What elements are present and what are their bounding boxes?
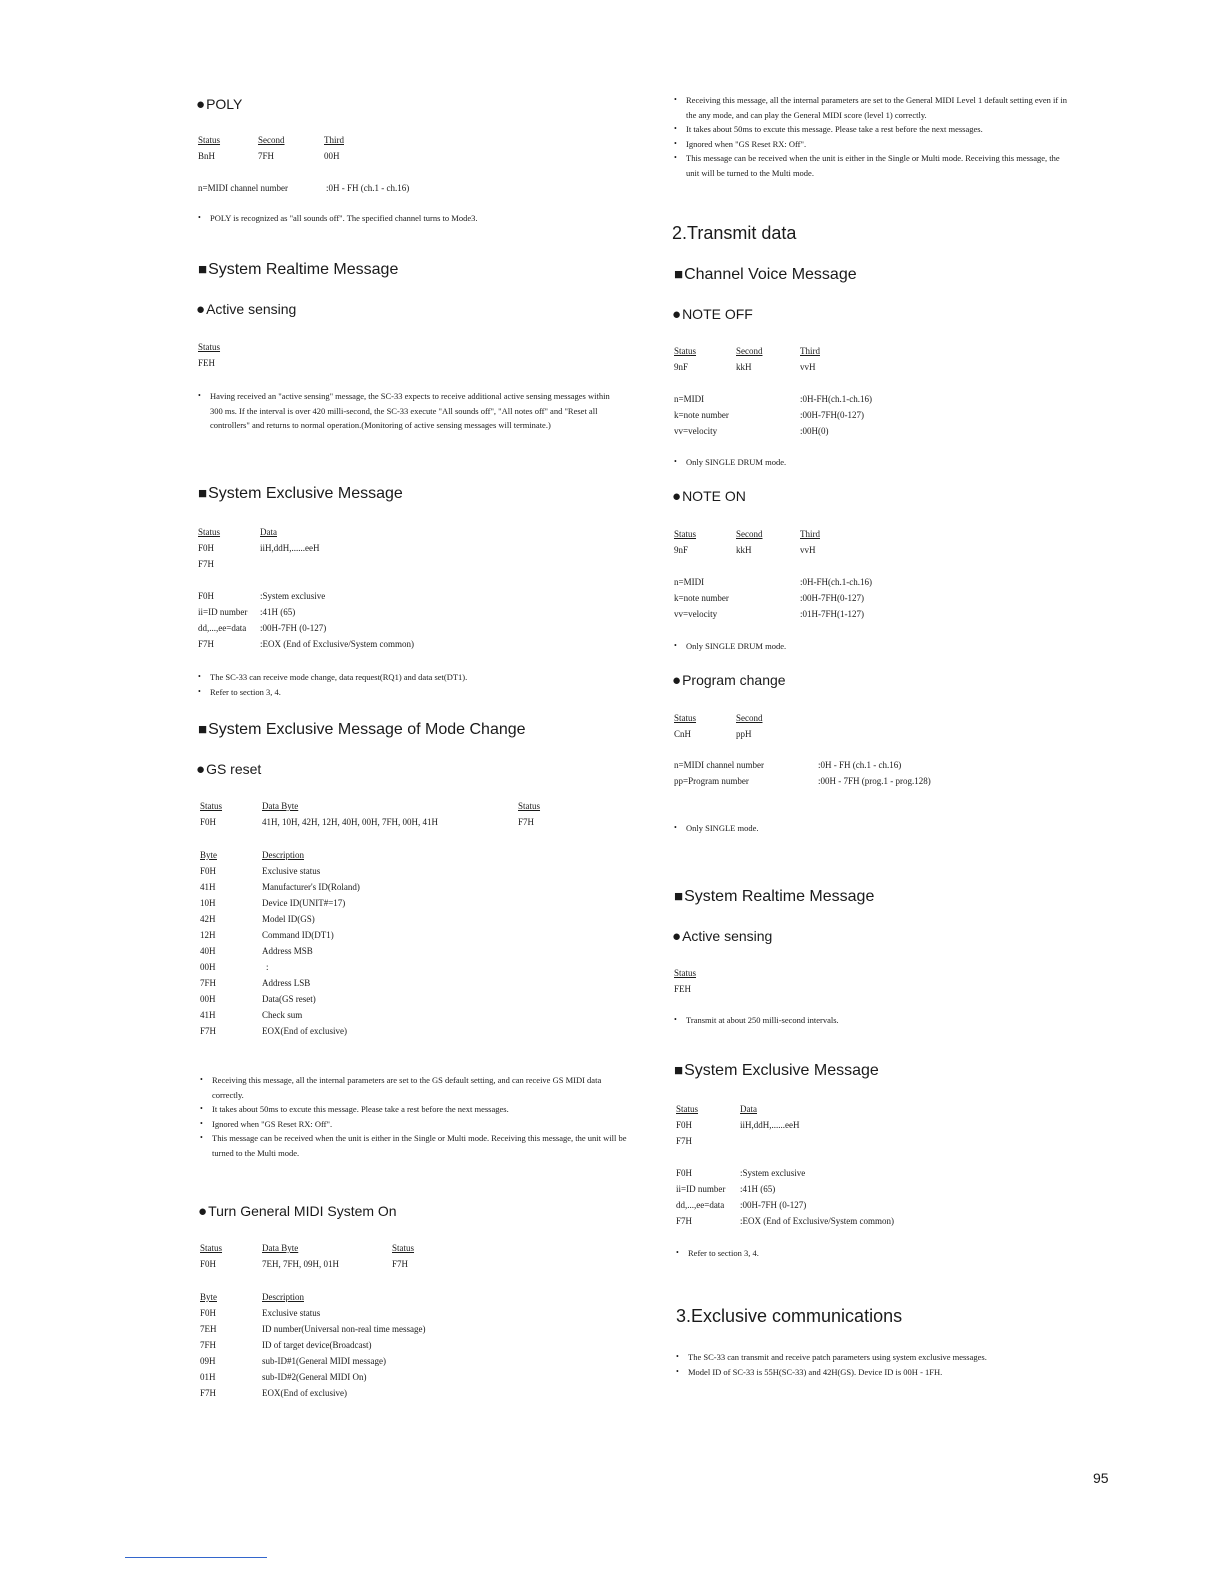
page-number: 95 bbox=[1093, 1470, 1109, 1486]
bullet-dot-icon: ● bbox=[196, 96, 206, 113]
square-bullet-icon: ■ bbox=[674, 266, 684, 283]
gs-reset-heading: ●GS reset bbox=[196, 761, 262, 778]
square-bullet-icon: ■ bbox=[674, 888, 684, 905]
sys-realtime-heading: ■System Realtime Message bbox=[198, 261, 399, 278]
bullet-dot-icon: ● bbox=[196, 761, 206, 778]
active-sensing-heading: ●Active sensing bbox=[196, 301, 297, 318]
square-bullet-icon: ■ bbox=[198, 261, 208, 278]
poly-note: • POLY is recognized as "all sounds off". The specified channel turns to Mode3. bbox=[198, 211, 618, 226]
program-change-heading: ●Program change bbox=[672, 672, 786, 689]
gm-on-bytes: Byte Description F0H Exclusive status 7EH ID number(Universal non-real time message) 7FH ID of target device(Broadcast) 09H sub-ID#1(General MIDI message) 01H sub-ID#2(General MIDI On) F7H EOX(End of exclusive) bbox=[200, 1292, 426, 1398]
transmit-heading: 2.Transmit data bbox=[672, 223, 797, 243]
gs-reset-table: Status Data Byte Status F0H 41H, 10H, 42H, 12H, 40H, 00H, 7FH, 00H, 41H F7H bbox=[200, 801, 541, 827]
gs-reset-bytes: Byte Description F0H Exclusive status 41H Manufacturer's ID(Roland) 10H Device ID(UNIT#=17) 42H Model ID(GS) 12H Command ID(DT1) 40H Address MSB 00H : 7FH Address LSB 00H Data(GS reset) 41H Check sum F7H EOX(End of exclusive) bbox=[200, 850, 360, 1036]
mode-change-heading: ■System Exclusive Message of Mode Change bbox=[198, 721, 526, 738]
poly-notes bbox=[198, 211, 618, 226]
note-off-notes: • Only SINGLE DRUM mode. bbox=[674, 455, 1054, 470]
tx-realtime-notes: • Transmit at about 250 milli-second intervals. bbox=[674, 1013, 1054, 1028]
sysex-table: Status Data F0H iiH,ddH,......eeH F7H bbox=[198, 527, 320, 569]
note-on-table: Status Second Third 9nF kkH vvH bbox=[674, 529, 820, 555]
exclusive-heading: 3.Exclusive communications bbox=[676, 1306, 903, 1326]
realtime-status: Status FEH bbox=[198, 342, 221, 368]
note-on-heading: ●NOTE ON bbox=[672, 488, 746, 505]
bullet-dot-icon: ● bbox=[672, 306, 682, 323]
bullet-dot-icon: ● bbox=[196, 301, 206, 318]
bullet-dot-icon: ● bbox=[672, 488, 682, 505]
note-on-notes: • Only SINGLE DRUM mode. bbox=[674, 639, 1054, 654]
poly-defs: n=MIDI channel number :0H - FH (ch.1 - ch.16) bbox=[198, 183, 410, 193]
program-change-notes: • Only SINGLE mode. bbox=[674, 821, 1054, 836]
square-bullet-icon: ■ bbox=[198, 485, 208, 502]
square-bullet-icon: ■ bbox=[674, 1062, 684, 1079]
tx-realtime-heading: ■System Realtime Message bbox=[674, 888, 875, 905]
tx-realtime-status: Status FEH bbox=[674, 968, 697, 994]
note-off-heading: ●NOTE OFF bbox=[672, 306, 753, 323]
tx-sysex-table: Status Data F0H iiH,ddH,......eeH F7H bbox=[676, 1104, 800, 1146]
tx-active-sensing-heading: ●Active sensing bbox=[672, 928, 773, 945]
note-on-defs: n=MIDI :0H-FH(ch.1-ch.16) k=note number :00H-7FH(0-127) vv=velocity :01H-7FH(1-127) bbox=[674, 577, 872, 619]
channel-voice-heading: ■Channel Voice Message bbox=[674, 266, 857, 283]
gs-reset-notes: • Receiving this message, all the internal parameters are set to the GS default setting, and can receive GS MIDI data correctly. • It takes about 50ms to excute this message. Please take a rest before the next messages. • Ignored when "GS Reset RX: Off". • This message can be received when the unit is either in the Single or Multi mode. Receiving this message, the unit will be turned to the Multi mode. bbox=[200, 1073, 632, 1160]
second-header: Second bbox=[258, 135, 285, 145]
gm-on-heading: ●Turn General MIDI System On bbox=[198, 1203, 397, 1220]
square-bullet-icon: ■ bbox=[198, 721, 208, 738]
tx-sysex-defs: F0H :System exclusive ii=ID number :41H (65) dd,...,ee=data :00H-7FH (0-127) F7H :EOX (End of Exclusive/System common) bbox=[676, 1168, 894, 1226]
status-value: BnH bbox=[198, 151, 216, 161]
note-off-defs: n=MIDI :0H-FH(ch.1-ch.16) k=note number :00H-7FH(0-127) vv=velocity :00H(0) bbox=[674, 394, 872, 436]
sysex-notes: • The SC-33 can receive mode change, data request(RQ1) and data set(DT1). • Refer to section 3, 4. bbox=[198, 670, 618, 699]
status-header: Status bbox=[198, 135, 221, 145]
footer-rule bbox=[125, 1557, 267, 1558]
bullet-dot-icon: ● bbox=[672, 928, 682, 945]
realtime-notes bbox=[198, 389, 623, 433]
sysex-defs: F0H :System exclusive ii=ID number :41H (65) dd,...,ee=data :00H-7FH (0-127) F7H :EOX (End of Exclusive/System common) bbox=[198, 591, 414, 649]
program-change-table: Status Second CnH ppH bbox=[674, 713, 763, 739]
note-off-table: Status Second Third 9nF kkH vvH bbox=[674, 346, 820, 372]
third-header: Third bbox=[324, 135, 344, 145]
gm-on-table: Status Data Byte Status F0H 7EH, 7FH, 09H, 01H F7H bbox=[200, 1243, 415, 1269]
tx-sysex-notes: • Refer to section 3, 4. bbox=[676, 1246, 1056, 1261]
realtime-note: • Having received an "active sensing" message, the SC-33 expects to receive additional active sensing messages within 300 ms. If the interval is over 420 milli-second, the SC-33 execute "All sounds off", "All notes off" and "Reset all controllers" and returns to normal operation.(Monitoring of active sensing messages will terminate.) bbox=[198, 389, 623, 433]
exclusive-notes: • The SC-33 can transmit and receive patch parameters using system exclusive messages. • Model ID of SC-33 is 55H(SC-33) and 42H(GS). Device ID is 00H - 1FH. bbox=[676, 1350, 1071, 1379]
third-value: 00H bbox=[324, 151, 340, 161]
tx-sysex-heading: ■System Exclusive Message bbox=[674, 1062, 879, 1079]
gm-on-notes: • Receiving this message, all the internal parameters are set to the General MIDI Level 1 default setting even if in the any mode, and can play the General MIDI score (level 1) correctly. • It takes about 50ms to excute this message. Please take a rest before the next messages. • Ignored when "GS Reset RX: Off". • This message can be received when the unit is either in the Single or Multi mode. Receiving this message, the unit will be turned to the Multi mode. bbox=[674, 93, 1074, 180]
bullet-dot-icon: ● bbox=[198, 1203, 208, 1220]
bullet-dot-icon: ● bbox=[672, 672, 682, 689]
program-change-defs: n=MIDI channel number :0H - FH (ch.1 - ch.16) pp=Program number :00H - 7FH (prog.1 - prog.128) bbox=[674, 760, 931, 786]
poly-table bbox=[198, 132, 498, 164]
poly-heading: ●POLY bbox=[196, 96, 243, 113]
sysex-heading: ■System Exclusive Message bbox=[198, 485, 403, 502]
second-value: 7FH bbox=[258, 151, 275, 161]
